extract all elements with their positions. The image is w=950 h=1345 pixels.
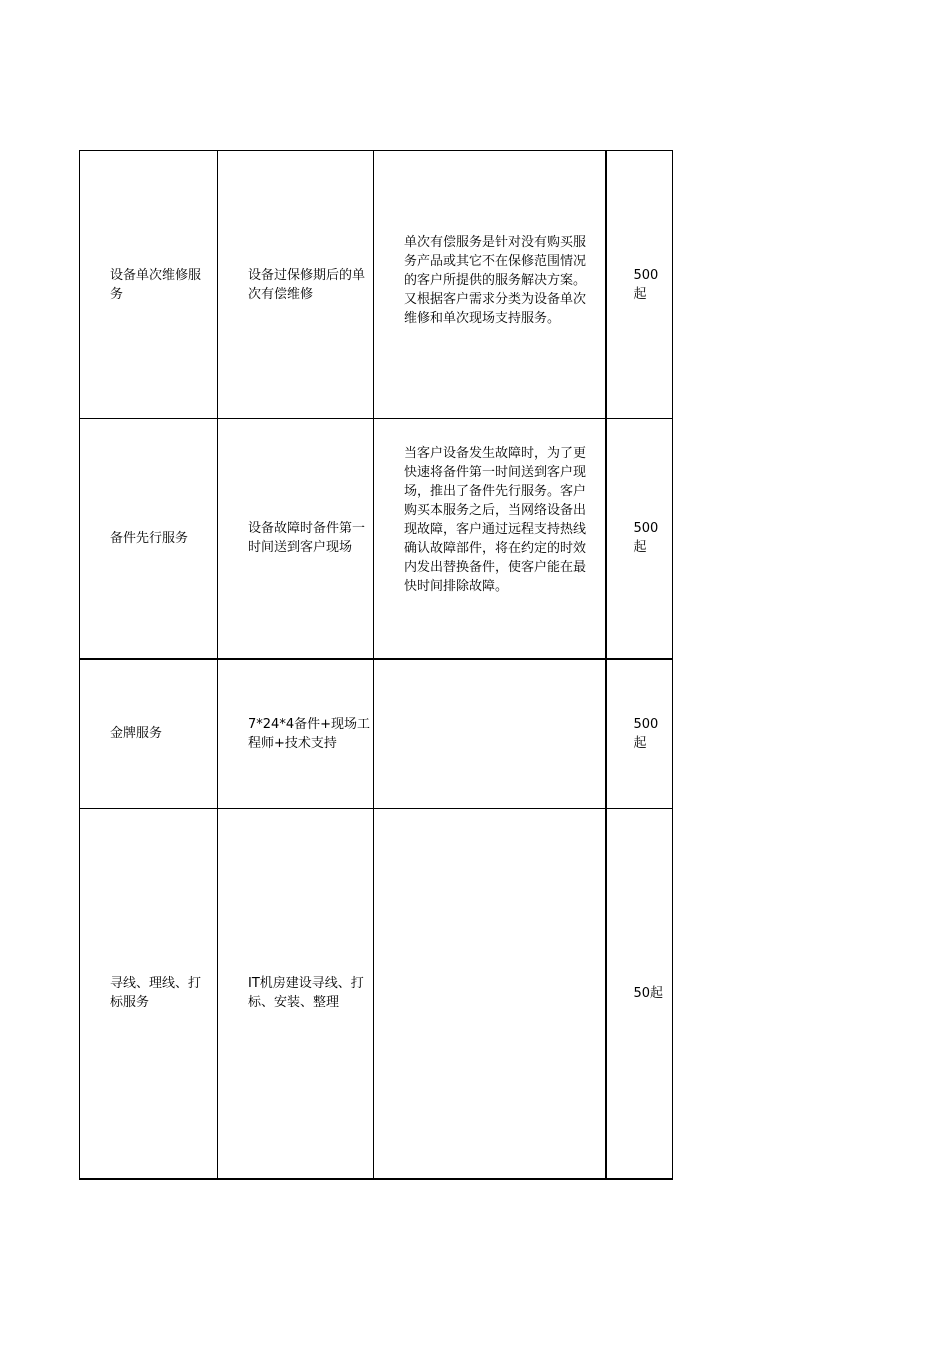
- service-description-cell: [218, 419, 374, 659]
- service-price: 500起: [633, 716, 659, 751]
- service-price-cell: [606, 809, 673, 1179]
- service-price: 500起: [633, 521, 659, 556]
- service-price-table: [79, 150, 673, 1180]
- service-price: 500起: [633, 267, 659, 302]
- service-name-cell: [80, 809, 218, 1179]
- service-description-cell: [218, 659, 374, 809]
- service-description: IT机房建设寻线、打标、安装、整理: [248, 976, 364, 1011]
- table-row: [80, 151, 673, 419]
- table-row: [80, 809, 673, 1179]
- service-name: 设备单次维修服务: [110, 267, 202, 302]
- service-description-cell: [218, 809, 374, 1179]
- service-description: 7*24*4备件+现场工程师+技术支持: [248, 716, 370, 751]
- service-price-cell: [606, 419, 673, 659]
- service-detail: 当客户设备发生故障时，为了更快速将备件第一时间送到客户现场，推出了备件先行服务。客户购买本服务之后，当网络设备出现故障，客户通过远程支持热线确认故障部件，将在约定的时效内发出替换备件，使客户能在最快时间排除故障。: [404, 446, 587, 595]
- service-detail-cell: [374, 659, 606, 809]
- service-table-container: [79, 150, 673, 1180]
- service-description: 设备过保修期后的单次有偿维修: [248, 267, 366, 302]
- service-price: 50起: [633, 985, 664, 1001]
- service-detail: 单次有偿服务是针对没有购买服务产品或其它不在保修范围情况的客户所提供的服务解决方案。又根据客户需求分类为设备单次维修和单次现场支持服务。: [404, 235, 587, 326]
- service-name-cell: [80, 659, 218, 809]
- table-row: [80, 659, 673, 809]
- service-name: 备件先行服务: [110, 530, 189, 546]
- service-detail-cell: [374, 419, 606, 659]
- service-price-cell: [606, 151, 673, 419]
- table-row: [80, 419, 673, 659]
- service-price-cell: [606, 659, 673, 809]
- service-name-cell: [80, 419, 218, 659]
- service-detail-cell: [374, 151, 606, 419]
- service-name: 寻线、理线、打标服务: [110, 976, 202, 1011]
- service-name: 金牌服务: [110, 726, 163, 742]
- service-name-cell: [80, 151, 218, 419]
- service-detail-cell: [374, 809, 606, 1179]
- service-description: 设备故障时备件第一时间送到客户现场: [248, 521, 366, 556]
- service-description-cell: [218, 151, 374, 419]
